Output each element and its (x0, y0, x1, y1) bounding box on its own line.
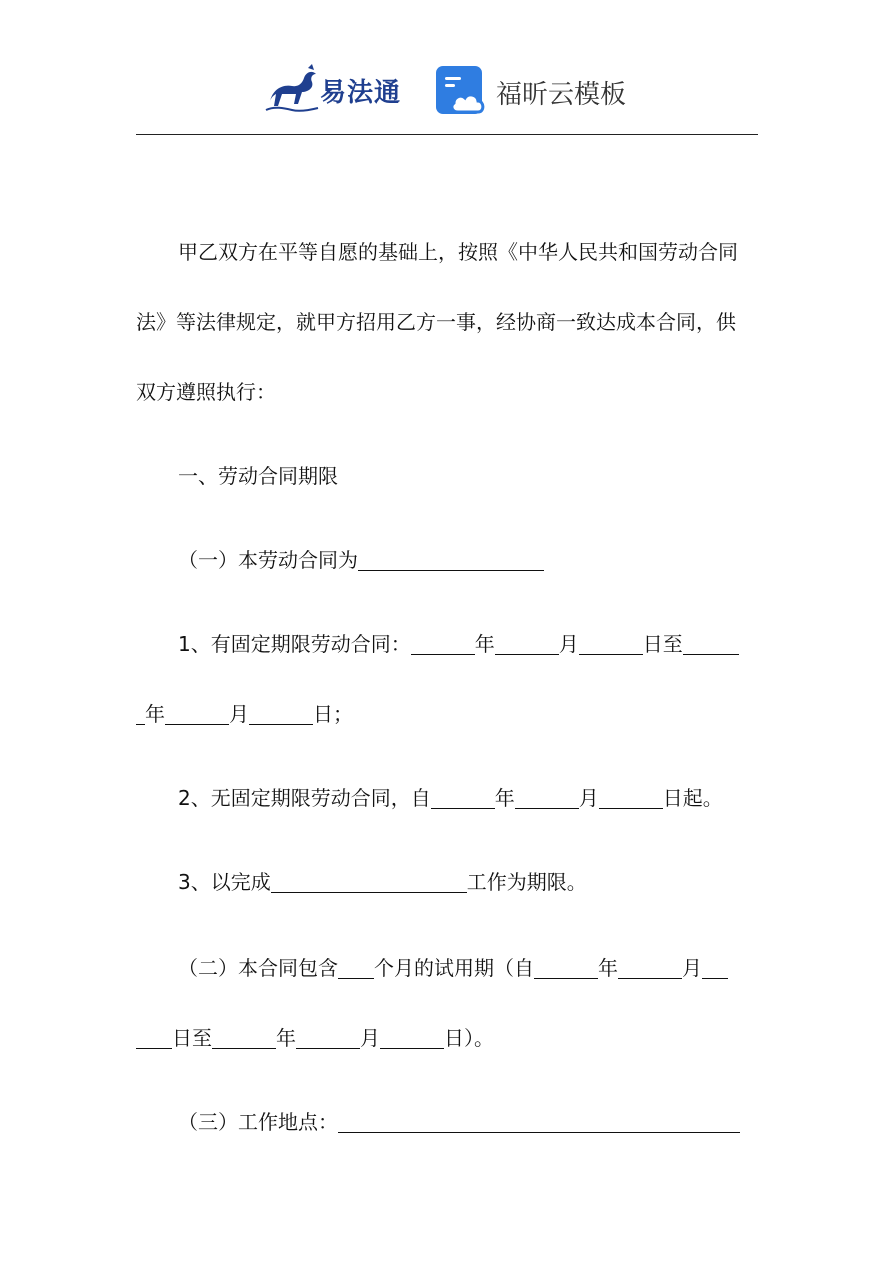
contract-type-line (178, 546, 544, 574)
fixed-term-line (178, 630, 739, 658)
field-label: （三）工作地点： (178, 1110, 338, 1134)
month-label: 月 (558, 632, 579, 656)
task-blank[interactable] (271, 872, 467, 893)
open-month-blank[interactable] (515, 788, 579, 809)
probation-end-day-blank[interactable] (380, 1028, 444, 1049)
probation-end-label: 日）。 (444, 1026, 494, 1050)
month-label: 月 (229, 702, 249, 726)
header-divider (136, 134, 758, 135)
probation-line-cont (136, 1024, 494, 1052)
year-label: 年 (598, 956, 618, 980)
start-day-blank[interactable] (579, 634, 643, 655)
field-label: 3、以完成 (178, 870, 271, 894)
section-heading: 一、劳动合同期限 (178, 464, 338, 488)
day-to-label: 日至 (642, 632, 683, 656)
end-month-blank[interactable] (165, 704, 229, 725)
open-term-line (178, 784, 723, 812)
paragraph-line: 双方遵照执行： (136, 380, 276, 404)
year-label: 年 (474, 632, 495, 656)
contract-type-blank[interactable] (358, 550, 544, 571)
year-label: 年 (276, 1026, 296, 1050)
task-suffix-label: 工作为期限。 (466, 870, 587, 894)
probation-months-blank[interactable] (338, 958, 374, 979)
month-label: 月 (682, 956, 702, 980)
year-label: 年 (494, 786, 515, 810)
day-to-label: 日至 (172, 1026, 212, 1050)
field-label: （一）本劳动合同为 (178, 548, 358, 572)
probation-end-month-blank[interactable] (296, 1028, 360, 1049)
field-label: （二）本合同包含 (178, 956, 338, 980)
paragraph-line: 法》等法律规定，就甲方招用乙方一事，经协商一致达成本合同，供 (136, 310, 736, 334)
probation-line (178, 954, 728, 982)
field-label: 2、无固定期限劳动合同，自 (178, 786, 431, 810)
probation-mid-label: 个月的试用期（自 (374, 956, 534, 980)
start-month-blank[interactable] (495, 634, 559, 655)
page-header (0, 0, 893, 140)
work-location-blank[interactable] (338, 1112, 740, 1133)
probation-start-day-blank-cont[interactable] (136, 1028, 172, 1049)
cloud-document-icon (436, 66, 488, 116)
open-year-blank[interactable] (431, 788, 495, 809)
work-location-line (178, 1108, 740, 1136)
from-suffix-label: 日起。 (662, 786, 723, 810)
start-year-blank[interactable] (411, 634, 475, 655)
foxit-wordmark: 福昕云模板 (496, 80, 627, 110)
yifatong-wordmark: 易法通 (320, 78, 402, 108)
task-term-line (178, 868, 587, 896)
probation-start-month-blank[interactable] (618, 958, 682, 979)
probation-start-day-blank[interactable] (702, 958, 728, 979)
probation-start-year-blank[interactable] (534, 958, 598, 979)
probation-end-year-blank[interactable] (212, 1028, 276, 1049)
end-year-blank-cont[interactable] (136, 704, 145, 725)
end-year-blank[interactable] (683, 634, 739, 655)
yifatong-logo (262, 62, 414, 114)
month-label: 月 (360, 1026, 380, 1050)
field-label: 1、有固定期限劳动合同： (178, 632, 411, 656)
fixed-term-line-cont (136, 700, 353, 728)
qilin-icon (262, 62, 322, 114)
month-label: 月 (578, 786, 599, 810)
open-day-blank[interactable] (599, 788, 663, 809)
year-label: 年 (145, 702, 165, 726)
end-day-blank[interactable] (249, 704, 313, 725)
paragraph-line: 甲乙双方在平等自愿的基础上，按照《中华人民共和国劳动合同 (178, 240, 738, 264)
day-end-label: 日； (313, 702, 353, 726)
